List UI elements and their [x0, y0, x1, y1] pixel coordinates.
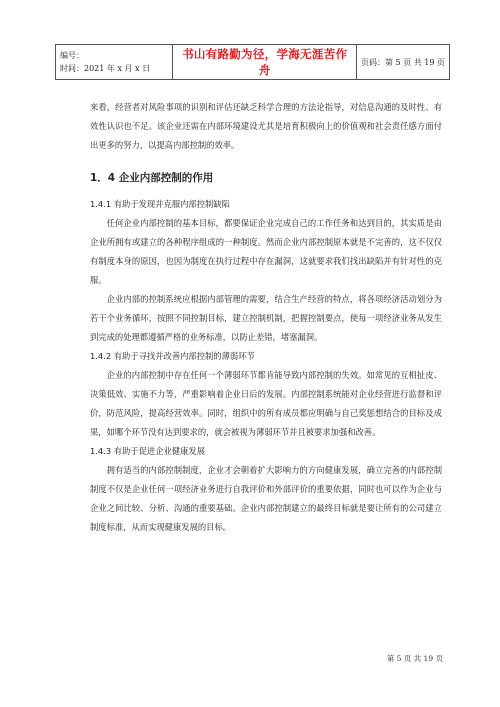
- subsection-3-paragraph-1: 拥有适当的内部控制制度，企业才会朝着扩大影响力的方向健康发展，确立完善的内部控制制度不仅是企业任何一项经济业务进行自我评价和外部评价的重要依据，同时也可以作为企业与企业之间比较、分析、沟通的重要基础。企业内部控制建立的最终目标就是要让所有的公司建立制度标准，从而实现健康发展的目标。: [90, 465, 442, 532]
- subsection-1-paragraph-1: 任何企业内部控制的基本目标，都要保证企业完成自己的工作任务和达到目的，其实质是由企业所拥有或建立的各种程序组成的一种制度。然而企业内部控制原本就是不完善的，这不仅仅有制度本身的原因，也因为制度在执行过程中存在漏洞，这就要求我们找出缺陷并有针对性的克服。: [90, 218, 442, 285]
- section-title: 1．4 企业内部控制的作用: [90, 172, 214, 184]
- page-header: [55, 44, 450, 80]
- header-motto: 书山有路勤为径，学海无涯苦作舟: [173, 45, 357, 80]
- subsection-title-2: 1.4.2 有助于寻找并改善内部控制的薄弱环节: [90, 351, 255, 361]
- intro-paragraph: 来看，经营者对风险事项的识别和评估还缺乏科学合理的方法论指导，对信息沟通的及时性、有效性认识也不足。该企业还需在内部环境建设尤其是培育积极向上的价值观和社会责任感方面付出更多的努力，以提高内部控制的效率。: [90, 102, 442, 150]
- header-meta: [56, 45, 173, 80]
- header-page-info: 页码：第 5 页 共 19 页: [357, 45, 450, 80]
- subsection-title-1: 1.4.1 有助于发现并克服内部控制缺陷: [90, 199, 230, 209]
- subsection-2-paragraph-1: 企业的内部控制中存在任何一个薄弱环节都肯能导致内部控制的失效。如常见的互相扯皮、决策低效、实施不力等，严重影响着企业日后的发展。内部控制系统能对企业经营进行监督和评价，防范风险，提高经营效率。同时，组织中的所有成员都应明确与自己奖惩想结合的目标及成果，如哪个环节没有达到要求的，就会被视为薄弱环节并且被要求加强和改善。: [90, 370, 442, 437]
- subsection-title-3: 1.4.3 有助于促进企业健康发展: [90, 446, 206, 456]
- page-footer: 第 5 页 共 19 页: [386, 654, 443, 663]
- doc-number: 编号：: [60, 51, 84, 60]
- doc-time: 时间：2021 年 x 月 x 日: [60, 64, 151, 73]
- page-content: [90, 98, 442, 537]
- subsection-1-paragraph-2: 企业内部的控制系统应根据内部管理的需要，结合生产经营的特点，将各项经济活动划分为若干个业务循环，按照不同控制目标，建立控制机制，把握控制要点，使每一项经济业务从发生到完成的处理都遵循严格的业务标准，以防止差错，堵塞漏洞。: [90, 294, 442, 342]
